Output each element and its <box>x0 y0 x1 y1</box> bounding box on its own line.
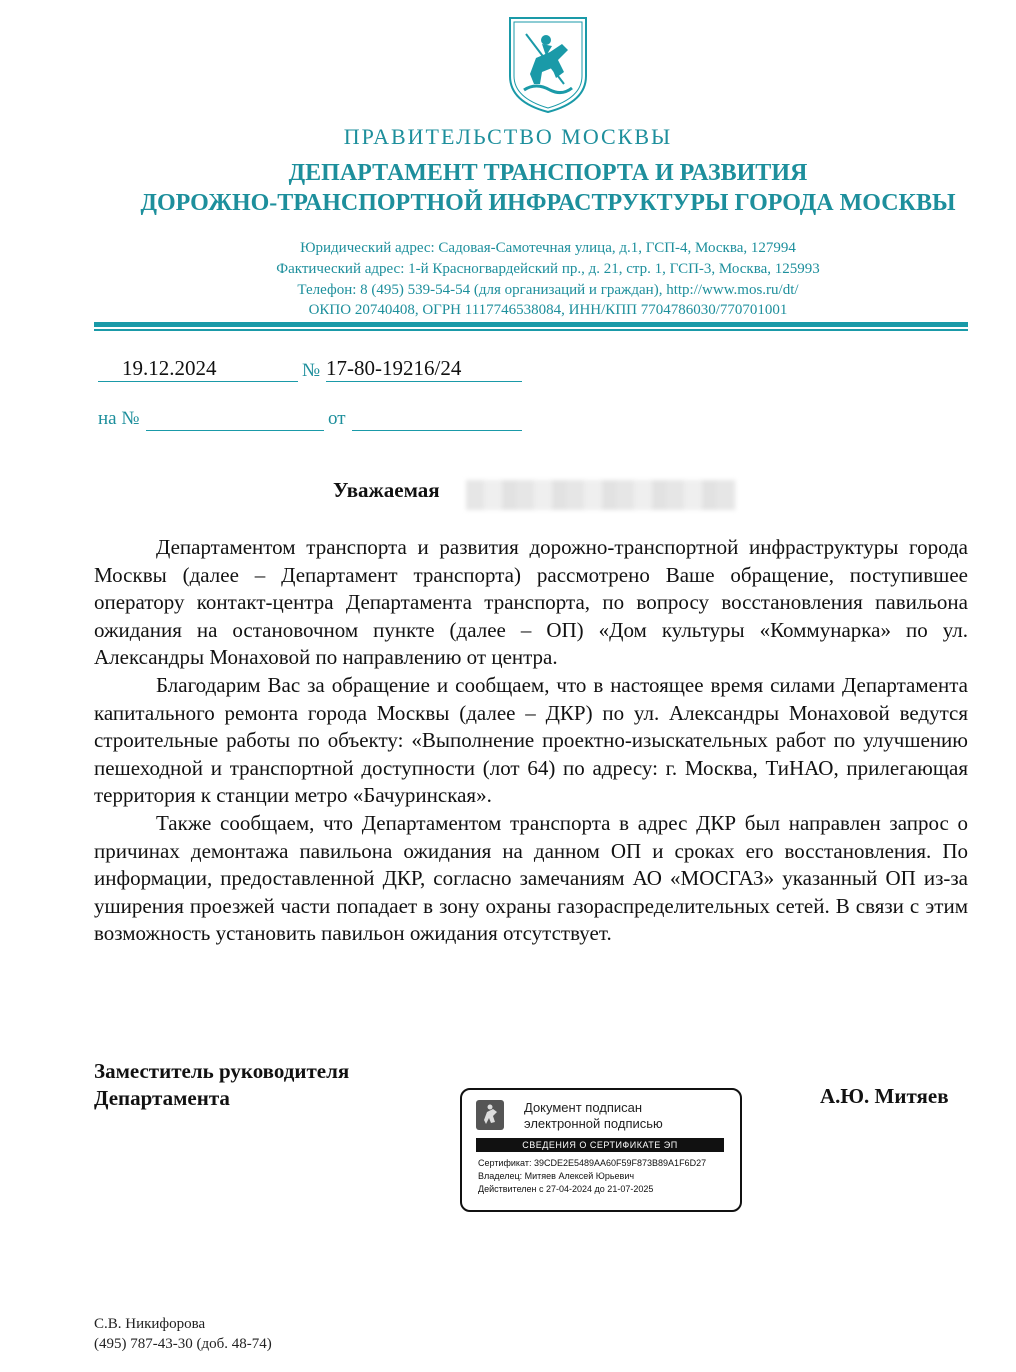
certificate-validity: Действителен с 27-04-2024 до 21-07-2025 <box>478 1184 654 1194</box>
department-title-line2: ДОРОЖНО-ТРАНСПОРТНОЙ ИНФРАСТРУКТУРЫ ГОРОДА МОСКВЫ <box>140 190 956 216</box>
executor-name: С.В. Никифорова <box>94 1316 206 1332</box>
from-label: от <box>328 408 346 429</box>
to-number-label: на № <box>98 408 140 429</box>
number-label: № <box>302 360 321 381</box>
signatory-name: А.Ю. Митяев <box>820 1084 949 1108</box>
header-divider-thin <box>94 329 968 331</box>
letter-body <box>94 534 968 948</box>
greeting: Уважаемая <box>333 478 440 502</box>
paragraph: Благодарим Вас за обращение и сообщаем, что в настоящее время силами Департамента капитального ремонта города Москвы (далее – ДКР) по ул. Александры Монаховой ведутся строительные работы по объекту: «Выполнение проектно-изыскательных работ по улучшению пешеходной и транспортной доступности (лот 64) по адресу: г. Москва, ТиНАО, прилегающая территория к станции метро «Бачуринская». <box>94 672 968 808</box>
stamp-title-line1: Документ подписан <box>524 1100 643 1115</box>
to-number-blank <box>146 430 324 431</box>
paragraph: Также сообщаем, что Департаментом транспорта в адрес ДКР был направлен запрос о причинах демонтажа павильона ожидания на данном ОП и сроках его восстановления. По информации, предоставленной ДКР, согласно замечаниям АО «МОСГАЗ» указанный ОП из-за уширения проезжей части попадает в зону охраны газораспределительных сетей. В связи с этим возможность установить павильон ожидания отсутствует. <box>94 810 968 946</box>
contact-phone: Телефон: 8 (495) 539-54-54 (для организаций и граждан), http://www.mos.ru/dt/ <box>297 282 799 298</box>
certificate-info-bar: СВЕДЕНИЯ О СЕРТИФИКАТЕ ЭП <box>476 1138 724 1152</box>
redacted-recipient-name <box>466 480 736 510</box>
department-title-line1: ДЕПАРТАМЕНТ ТРАНСПОРТА И РАЗВИТИЯ <box>288 160 808 186</box>
coat-of-arms-icon <box>476 1100 504 1130</box>
moscow-coat-of-arms-icon <box>506 14 590 114</box>
position-line2: Департамента <box>94 1086 230 1110</box>
header-divider-thick <box>94 322 968 327</box>
stamp-title <box>524 1100 663 1132</box>
certificate-number: Сертификат: 39CDE2E5489AA60F59F873B89A1F6D27 <box>478 1158 707 1168</box>
actual-address: Фактический адрес: 1-й Красногвардейский пр., д. 21, стр. 1, ГСП-3, Москва, 125993 <box>276 261 820 277</box>
registration-codes: ОКПО 20740408, ОГРН 1117746538084, ИНН/КПП 7704786030/770701001 <box>308 302 788 318</box>
stamp-title-line2: электронной подписью <box>524 1116 663 1131</box>
legal-address: Юридический адрес: Садовая-Самотечная улица, д.1, ГСП-4, Москва, 127994 <box>300 240 796 256</box>
document-date: 19.12.2024 <box>98 356 298 382</box>
signatory-position <box>94 1058 349 1112</box>
certificate-owner: Владелец: Митяев Алексей Юрьевич <box>478 1171 635 1181</box>
position-line1: Заместитель руководителя <box>94 1059 350 1083</box>
government-title: ПРАВИТЕЛЬСТВО МОСКВЫ <box>343 124 673 149</box>
executor-phone: (495) 787-43-30 (доб. 48-74) <box>94 1336 272 1352</box>
from-date-blank <box>352 430 522 431</box>
document-number: 17-80-19216/24 <box>326 356 522 382</box>
paragraph: Департаментом транспорта и развития дорожно-транспортной инфраструктуры города Москвы (далее – Департамент транспорта) рассмотрено Ваше обращение, поступившее оператору контакт-центра Департамента транспорта, по вопросу восстановления павильона ожидания на остановочном пункте (далее – ОП) «Дом культуры «Коммунарка» по ул. Александры Монаховой по направлению от центра. <box>94 535 968 670</box>
electronic-signature-stamp <box>460 1088 742 1212</box>
